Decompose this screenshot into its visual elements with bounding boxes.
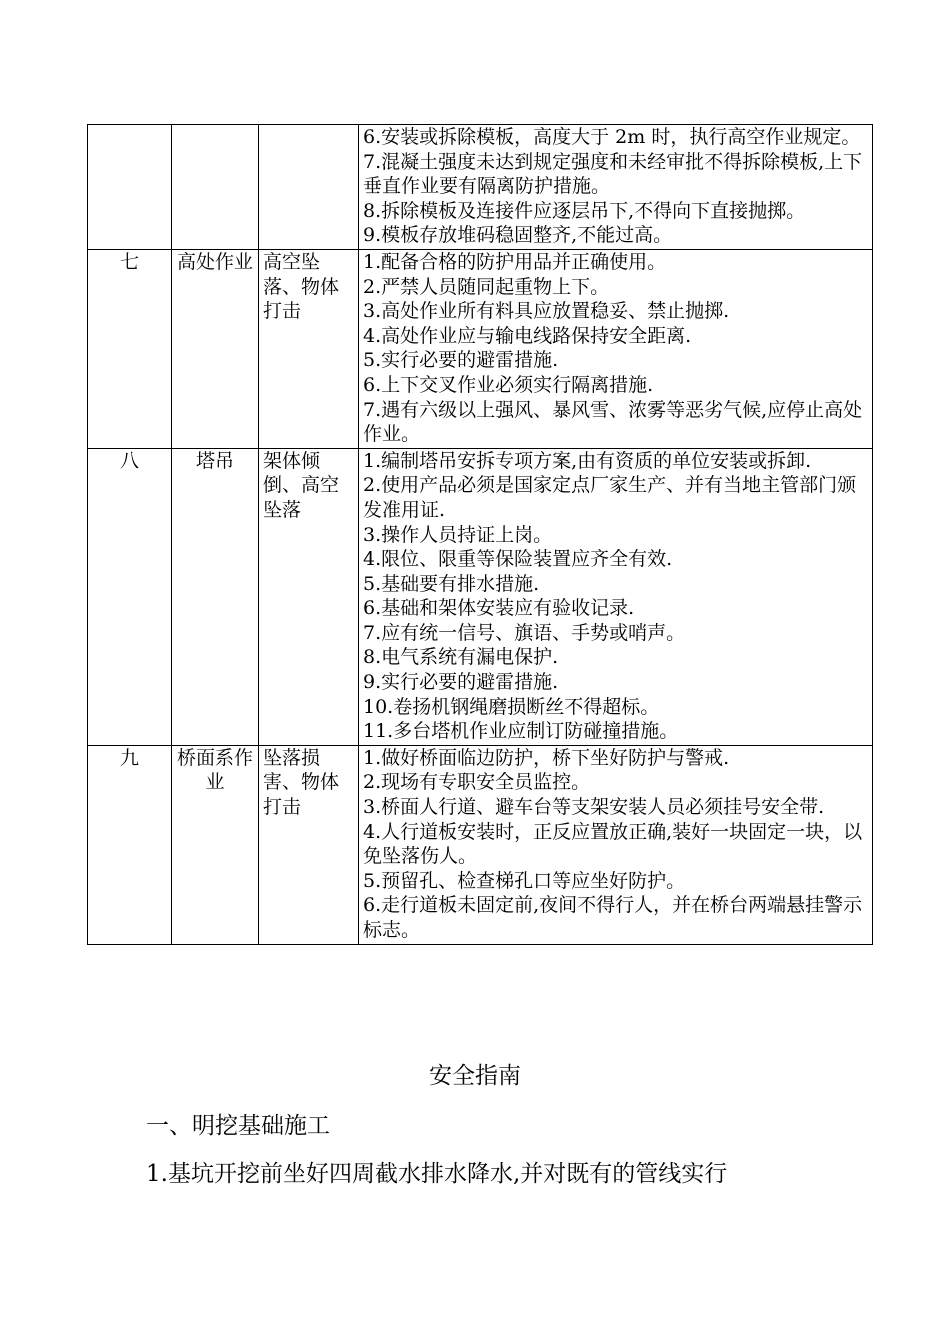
row-number-cell: 七	[88, 249, 172, 448]
measure-item: 4.高处作业应与输电线路保持安全距离.	[363, 324, 692, 347]
measure-item: 2.现场有专职安全员监控。	[363, 771, 591, 794]
row-number-cell	[88, 125, 172, 250]
work-item-cell: 桥面系作业	[172, 745, 259, 944]
measure-item: 2.使用产品必须是国家定点厂家生产、并有当地主管部门颁发准用证.	[363, 474, 857, 521]
document-heading: 安全指南	[429, 1063, 521, 1089]
measure-item: 3.桥面人行道、避车台等支架安装人员必须挂号安全带.	[363, 796, 825, 819]
measures-cell	[359, 448, 873, 745]
measure-item: 1.做好桥面临边防护，桥下坐好防护与警戒.	[363, 746, 730, 769]
measure-item: 6.上下交叉作业必须实行隔离措施.	[363, 373, 654, 396]
measure-item: 5.预留孔、检查梯孔口等应坐好防护。	[363, 869, 686, 892]
measure-item: 6.安装或拆除模板，高度大于 2m 时，执行高空作业规定。	[363, 126, 861, 148]
table-row	[88, 448, 873, 745]
hazard-cell: 高空坠落、物体打击	[259, 249, 359, 448]
hazard-cell: 坠落损害、物体打击	[259, 745, 359, 944]
measure-item: 7.应有统一信号、旗语、手势或哨声。	[363, 621, 686, 644]
measures-cell	[359, 249, 873, 448]
measures-cell	[359, 125, 873, 250]
measure-item: 9.模板存放堆码稳固整齐,不能过高。	[363, 224, 673, 247]
table-row	[88, 125, 873, 250]
measure-item: 6.走行道板未固定前,夜间不得行人，并在桥台两端悬挂警示标志。	[363, 894, 863, 941]
hazard-cell	[259, 125, 359, 250]
table-body	[88, 125, 873, 945]
measure-item: 9.实行必要的避雷措施.	[363, 671, 559, 694]
table-row	[88, 745, 873, 944]
measure-item: 8.电气系统有漏电保护.	[363, 646, 559, 669]
measure-item: 5.实行必要的避雷措施.	[363, 349, 559, 372]
work-item-cell	[172, 125, 259, 250]
measure-item: 11.多台塔机作业应制订防碰撞措施。	[363, 720, 679, 743]
measure-item: 7.混凝土强度未达到规定强度和未经审批不得拆除模板,上下垂直作业要有隔离防护措施。	[363, 150, 863, 198]
measure-item: 8.拆除模板及连接件应逐层吊下,不得向下直接抛掷。	[363, 199, 806, 222]
row-number-cell: 九	[88, 745, 172, 944]
measure-item: 4.人行道板安装时，正反应置放正确,装好一块固定一块，以免坠落伤人。	[363, 820, 863, 868]
section-title: 一、明挖基础施工	[146, 1113, 330, 1139]
work-item-cell: 塔吊	[172, 448, 259, 745]
measures-cell	[359, 745, 873, 944]
hazard-cell: 架体倾倒、高空坠落	[259, 448, 359, 745]
paragraph-text: 1.基坑开挖前坐好四周截水排水降水,并对既有的管线实行	[146, 1161, 728, 1187]
work-item-cell: 高处作业	[172, 249, 259, 448]
measure-item: 1.配备合格的防护用品并正确使用。	[363, 250, 667, 273]
table-row	[88, 249, 873, 448]
measure-item: 2.严禁人员随同起重物上下。	[363, 275, 610, 298]
measure-item: 6.基础和架体安装应有验收记录.	[363, 597, 635, 620]
row-number-cell: 八	[88, 448, 172, 745]
safety-measures-table	[87, 124, 873, 945]
measure-item: 10.卷扬机钢绳磨损断丝不得超标。	[363, 695, 660, 718]
measure-item: 7.遇有六级以上强风、暴风雪、浓雾等恶劣气候,应停止高处作业。	[363, 398, 863, 446]
measure-item: 5.基础要有排水措施.	[363, 572, 540, 595]
measure-item: 4.限位、限重等保险装置应齐全有效.	[363, 548, 673, 571]
measure-item: 3.高处作业所有料具应放置稳妥、禁止抛掷.	[363, 300, 730, 323]
measure-item: 3.操作人员持证上岗。	[363, 523, 553, 546]
measure-item: 1.编制塔吊安拆专项方案,由有资质的单位安装或拆卸.	[363, 449, 812, 472]
